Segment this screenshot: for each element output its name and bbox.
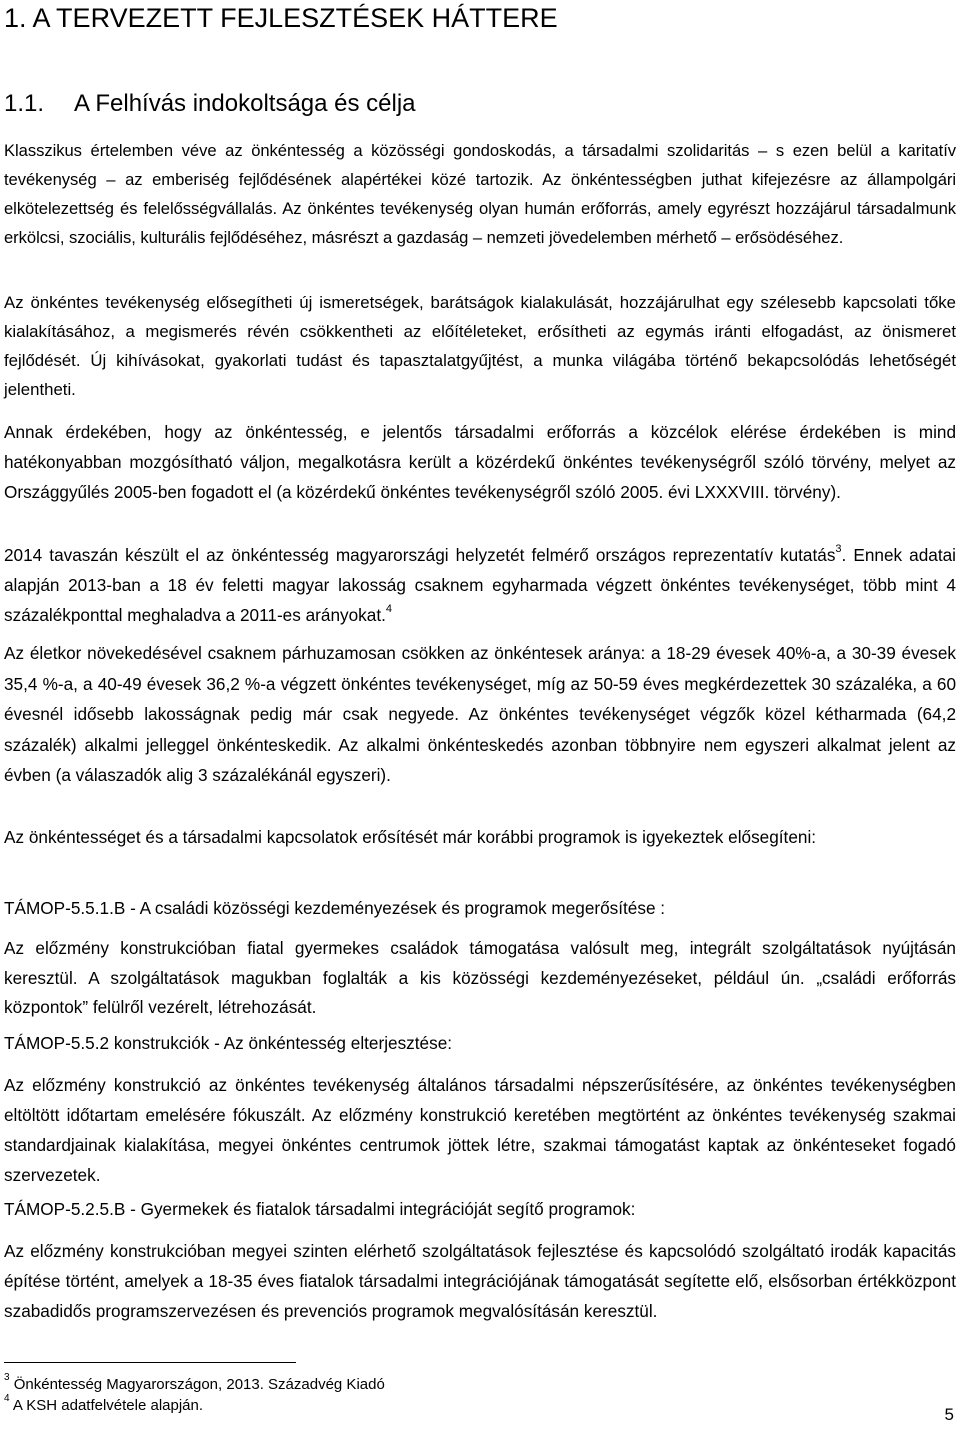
footnote-3	[4, 1372, 385, 1395]
chapter-heading: 1. A TERVEZETT FEJLESZTÉSEK HÁTTERE	[4, 3, 558, 33]
footnote-separator	[4, 1362, 296, 1363]
paragraph-tamop-551b: Az előzmény konstrukcióban fiatal gyermekes családok támogatása valósult meg, integrált szolgáltatások nyújtásán keresztül. A szolgáltatások magukban foglalták a kis közösségi kezdeményezéseket, például ún. „családi erőforrás központok” felülről vezérelt, létrehozását.	[4, 938, 956, 1017]
paragraph-tamop-552: Az előzmény konstrukció az önkéntes tevékenység általános társadalmi népszerűsítésére, az önkéntes tevékenységben eltöltött időtartam emelésére fókuszált. Az előzmény konstrukció keretében megtörtént az önkéntes tevékenység szakmai standardjainak kialakítása, megyei önkéntes centrumok jöttek létre, szakmai támogatást kaptak az önkénteseket fogadó szervezetek.	[4, 1075, 956, 1185]
paragraph-volunteering-benefits: Az önkéntes tevékenység elősegítheti új ismeretségek, barátságok kialakulását, hozzájárulhat egy szélesebb kapcsolati tőke kialakításához, a megismerés révén csökkentheti az előítéleteket, erősítheti az egymás iránti elfogadást, az önismeret fejlődését. Új kihívásokat, gyakorlati tudást és tapasztalatgyűjtést, a munka világába történő bekapcsolódás lehetőségét jelentheti.	[4, 293, 956, 399]
footnote-ref-4[interactable]: 4	[385, 603, 392, 616]
footnote-mark: 3	[4, 1372, 10, 1383]
footnote-text: A KSH adatfelvétele alapján.	[12, 1397, 204, 1414]
survey-text-part2: . Ennek adatai alapján 2013-ban a 18 év feletti magyar lakosság csaknem egyharmada végzett önkéntes tevékenységet, több mint 4 százalékponttal meghaladva a 2011-es arányokat.	[4, 545, 956, 625]
program-heading-tamop-552: TÁMOP-5.5.2 konstrukciók - Az önkéntesség elterjesztése:	[4, 1033, 453, 1053]
survey-text-part1: 2014 tavaszán készült el az önkéntesség magyarországi helyzetét felmérő országos reprezentatív kutatás	[4, 545, 836, 565]
page-number: 5	[944, 1405, 954, 1424]
footnote-mark: 4	[4, 1393, 10, 1404]
footnote-ref-3[interactable]: 3	[835, 543, 842, 556]
paragraph-tamop-525b: Az előzmény konstrukcióban megyei szinten elérhető szolgáltatások fejlesztése és kapcsolódó szolgáltató irodák kapacitás építése történt, amelyek a 18-35 éves fiatalok társadalmi integrációjának támogatását segítette elő, elsősorban értékközpont szabadidős programszervezésen és prevenciós programok megvalósításán keresztül.	[4, 1241, 956, 1321]
section-number: 1.1.	[4, 90, 45, 117]
program-heading-tamop-551b: TÁMOP-5.5.1.B - A családi közösségi kezdeményezések és programok megerősítése :	[4, 898, 666, 918]
paragraph-previous-programs: Az önkéntességet és a társadalmi kapcsolatok erősítését már korábbi programok is igyekeztek elősegíteni:	[4, 827, 817, 847]
footnote-4	[4, 1393, 204, 1416]
paragraph-volunteering-values: Klasszikus értelemben véve az önkéntesség a közösségi gondoskodás, a társadalmi szolidaritás – s ezen belül a karitatív tevékenység – az emberiség fejlődésének alapértékei közé tartozik. Az önkéntességben juthat kifejezésre az állampolgári elkötelezettség és felelősségvállalás. Az önkéntes tevékenység olyan humán erőforrás, amely egyrészt hozzájárul társadalmunk erkölcsi, szociális, kulturális fejlődéséhez, másrészt a gazdaság – nemzeti jövedelemben mérhető – erősödéséhez.	[4, 141, 956, 247]
paragraph-volunteering-law: Annak érdekében, hogy az önkéntesség, e jelentős társadalmi erőforrás a közcélok elérése érdekében is mind hatékonyabban mozgósítható váljon, megalkotásra került a közérdekű önkéntes tevékenységről szóló törvény, melyet az Országgyűlés 2005-ben fogadott el (a közérdekű önkéntes tevékenységről szóló 2005. évi LXXXVIII. törvény).	[4, 422, 956, 502]
program-heading-tamop-525b: TÁMOP-5.2.5.B - Gyermekek és fiatalok társadalmi integrációját segítő programok:	[4, 1199, 636, 1219]
paragraph-age-statistics: Az életkor növekedésével csaknem párhuzamosan csökken az önkéntesek aránya: a 18-29 évesek 40%-a, a 30-39 évesek 35,4 %-a, a 40-49 évesek 36,2 %-a végzett önkéntes tevékenységet, míg az 50-59 éves megkérdezettek 30 százaléka, a 60 évesnél idősebb lakosságnak pedig már csak negyede. Az önkéntes tevékenységet végzők közel kétharmada (64,2 százalék) alkalmi jelleggel önkénteskedik. Az alkalmi önkénteskedés azonban többnyire nem egyszeri alkalmat jelent az évben (a válaszadók alig 3 százalékánál egyszeri).	[4, 643, 956, 785]
footnote-text: Önkéntesség Magyarországon, 2013. Századvég Kiadó	[13, 1376, 385, 1393]
paragraph-survey-2014	[4, 540, 956, 630]
section-title: A Felhívás indokoltsága és célja	[74, 90, 416, 117]
section-heading	[4, 88, 416, 120]
